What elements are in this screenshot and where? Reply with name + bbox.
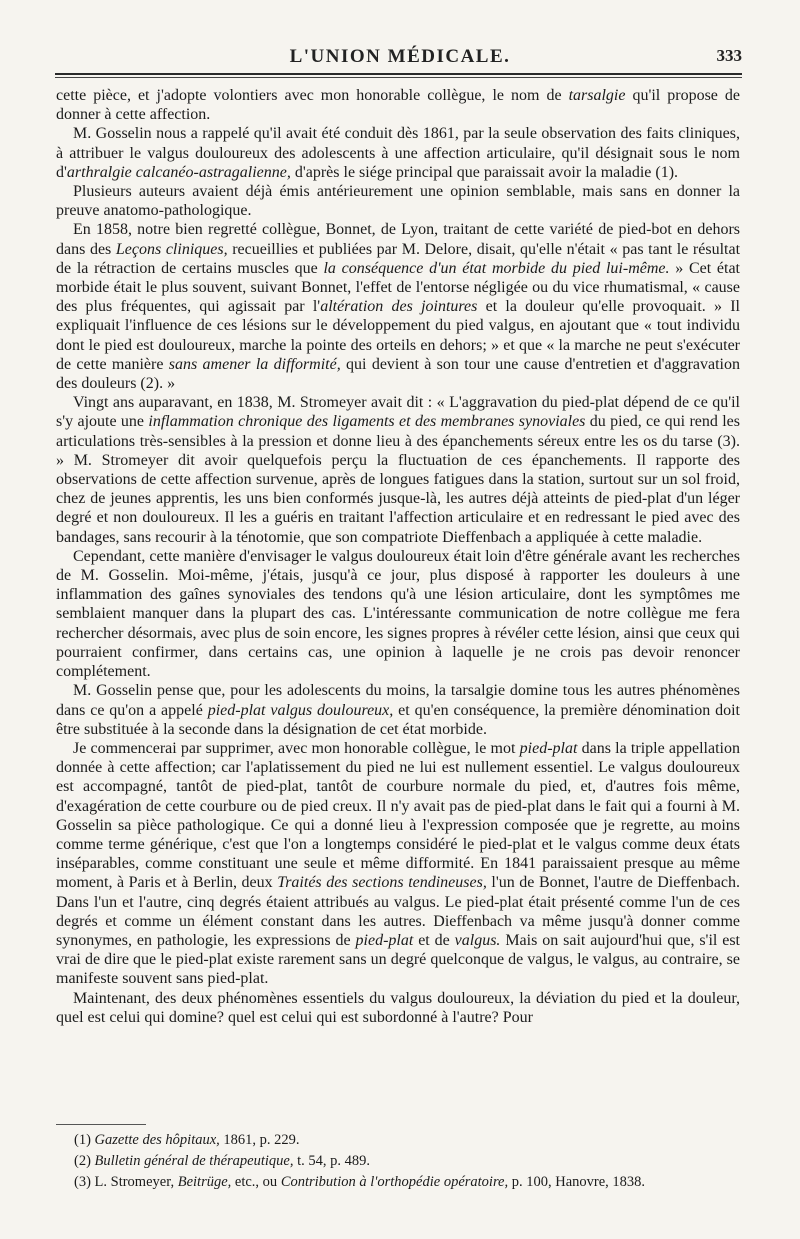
paragraph (56, 739, 740, 989)
paragraph (56, 86, 740, 124)
paragraph (56, 393, 740, 547)
italic-text: valgus. (454, 931, 501, 949)
footnote-divider (56, 1124, 146, 1125)
italic-text: tarsalgie (568, 87, 626, 104)
text-run: Je commencerai par supprimer, avec mon honorable collègue, le mot (73, 739, 520, 757)
text-run: qu'il propose de donner à cette affection. (56, 87, 741, 124)
text-run: (1) (74, 1132, 95, 1148)
text-run: Maintenant, des deux phénomènes essentiels du valgus douloureux, la déviation du pied et la douleur, quel est celui qui domine? quel est celui qui est subordonné à l'autre? Pour (56, 989, 740, 1026)
text-run: du pied, ce qui rend les articulations très-sensibles à la pression et donne lieu à des épanchements séreux entre les os du tarse (3). » M. Stromeyer dit avoir quelquefois perçu la fluctuation de ces épanchements. Il rapporte des observations de cette affection survenue, après de longues fatigues dans la station, surtout sur un sol froid, chez de jeunes apprentis, les uns bien conformés jusque-là, les autres déjà atteints de pied-plat d'un léger degré et non douloureux. Il les a guéris en traitant l'affection articulaire et en redressant le pied avec des bandages, sans recourir à la ténotomie, que son compatriote Dieffenbach a appliquée à cette maladie. (56, 413, 741, 546)
italic-text: arthralgie calcanéo-astragalienne, (66, 163, 291, 181)
italic-text: Gazette des hôpitaux, (94, 1132, 220, 1148)
italic-text: Leçons cliniques, (115, 240, 228, 258)
paragraph (56, 547, 740, 681)
italic-text: Bulletin général de thérapeutique, (94, 1153, 294, 1169)
text-run: dans la triple appellation donnée à cette affection; car l'aplatissement du pied ne lui est nullement essentiel. Le valgus douloureux est accompagné, tantôt de pied-plat, tantôt de courbure normale du pied, et, d'autres fois même, d'exagération de cette courbure ou de pied creux. Il n'y avait pas de pied-plat dans le fait qui a fourni à M. Gosselin sa pièce pathologique. Ce qui a donné lieu à l'expression composée que je regrette, au moins comme terme générique, c'est que l'on a longtemps considéré le pied-plat et le valgus comme deux états inséparables, comme constituant une seule et même difformité. En 1841 paraissaient presque au même moment, à Paris et à Berlin, deux (56, 739, 740, 892)
footnote (74, 1172, 740, 1193)
italic-text: inflammation chronique des ligaments et des membranes synoviales (148, 413, 586, 431)
text-run: » Cet état morbide était le plus souvent, suivant Bonnet, l'effet de l'entorse négligée ou du vice rhumatismal, « cause des plus fréquentes, qui agissait par l' (56, 259, 741, 316)
italic-text: pied-plat (519, 739, 578, 757)
text-run: et qu'en conséquence, la première dénomination doit être substituée à la seconde dans la désignation de cet état morbide. (56, 701, 740, 738)
paragraph (56, 989, 740, 1027)
body-text (56, 86, 740, 1027)
text-run: cette pièce, et j'adopte volontiers avec mon honorable collègue, le nom de (56, 87, 569, 104)
text-run: 1861, p. 229. (219, 1132, 300, 1148)
italic-text: pied-plat (355, 931, 414, 949)
paragraph (56, 220, 740, 393)
text-run: Plusieurs auteurs avaient déjà émis antérieurement une opinion semblable, mais sans en donner la preuve anatomo-pathologique. (56, 183, 740, 220)
text-run: Vingt ans auparavant, en 1838, M. Stromeyer avait dit : « L'aggravation du pied-plat dépend de ce qu'il s'y ajoute une (56, 394, 740, 431)
header-rule-thin (55, 77, 742, 78)
text-run: et la douleur qu'elle provoquait. » Il expliquait l'influence de ces lésions sur le développement du pied valgus, en ajoutant que « tout individu dont le pied est douloureux, marche la pointe des orteils en dehors; » et que « la marche ne peut s'exécuter de cette manière (56, 298, 740, 373)
text-run: (2) (74, 1153, 95, 1169)
page-header (0, 40, 800, 80)
text-run: M. Gosselin pense que, pour les adolescents du moins, la tarsalgie domine tous les autres phénomènes dans ce qu'on a appelé (56, 682, 740, 719)
italic-text: pied-plat valgus douloureux, (207, 701, 394, 719)
text-run: M. Gosselin nous a rappelé qu'il avait été conduit dès 1861, par la seule observation des faits cliniques, à attribuer le valgus douloureux des adolescents à une affection articulaire, qu'il désignait sous le nom d' (56, 125, 740, 181)
text-run: Cependant, cette manière d'envisager le valgus douloureux était loin d'être générale avant les recherches de M. Gosselin. Moi-même, j'étais, jusqu'à ce jour, plus disposé à rapporter les douleurs à une inflammation des gaînes synoviales des tendons qu'à une lésion articulaire, dont les symptômes me semblaient manquer dans la plupart des cas. L'intéressante communication de notre collègue me fera rechercher désormais, avec plus de soin encore, les signes propres à révéler cette lésion, ainsi que ceux qui pourraient confirmer, dans certains cas, une opinion à laquelle je ne crois pas devoir renoncer complétement. (56, 547, 740, 681)
text-run: qui devient à son tour une cause d'entretien et d'aggravation des douleurs (2). » (56, 355, 740, 393)
text-run: et de (413, 931, 455, 949)
footnotes (56, 1130, 740, 1193)
text-run: recueillies et publiées par M. Delore, disait, qu'elle n'était « pas tant le résultat de la rétraction de certains muscles que (56, 240, 741, 277)
text-run: d'après le siége principal que paraissait avoir la maladie (1). (290, 163, 679, 181)
text-run: p. 100, Hanovre, 1838. (508, 1174, 646, 1190)
italic-text: altération des jointures (320, 298, 478, 316)
text-run: (3) L. Stromeyer, (74, 1174, 178, 1190)
text-run: En 1858, notre bien regretté collègue, Bonnet, de Lyon, traitant de cette variété de pied-bot en dehors dans des (56, 221, 740, 258)
italic-text: sans amener la difformité, (168, 355, 341, 373)
italic-text: Beitrüge, (177, 1174, 232, 1190)
text-run: t. 54, p. 489. (293, 1153, 370, 1169)
paragraph (56, 124, 740, 182)
text-run: l'un de Bonnet, l'autre de Dieffenbach. Dans l'un et l'autre, cinq degrés étaient attribués au valgus. Le pied-plat était présenté comme l'un de ces degrés et comme un élément constant dans les autres. Dieffenbach va même jusqu'à donner comme synonymes, en pathologie, les expressions de (56, 874, 741, 949)
italic-text: Contribution à l'orthopédie opératoire, (280, 1174, 509, 1190)
text-run: etc., ou (231, 1174, 281, 1190)
footnote (74, 1151, 740, 1172)
paragraph (56, 182, 740, 220)
text-run: Mais on sait aujourd'hui que, s'il est vrai de dire que le pied-plat existe rarement sans un degré quelconque de valgus, le valgus, au contraire, se manifeste souvent sans pied-plat. (56, 931, 741, 988)
page-number: 333 (716, 46, 742, 65)
running-title: L'UNION MÉDICALE. (289, 46, 511, 67)
italic-text: la conséquence d'un état morbide du pied lui-même. (323, 259, 670, 277)
italic-text: Traités des sections tendineuses, (277, 874, 487, 892)
paragraph (56, 681, 740, 739)
header-rule (55, 73, 742, 75)
footnote (74, 1130, 740, 1151)
